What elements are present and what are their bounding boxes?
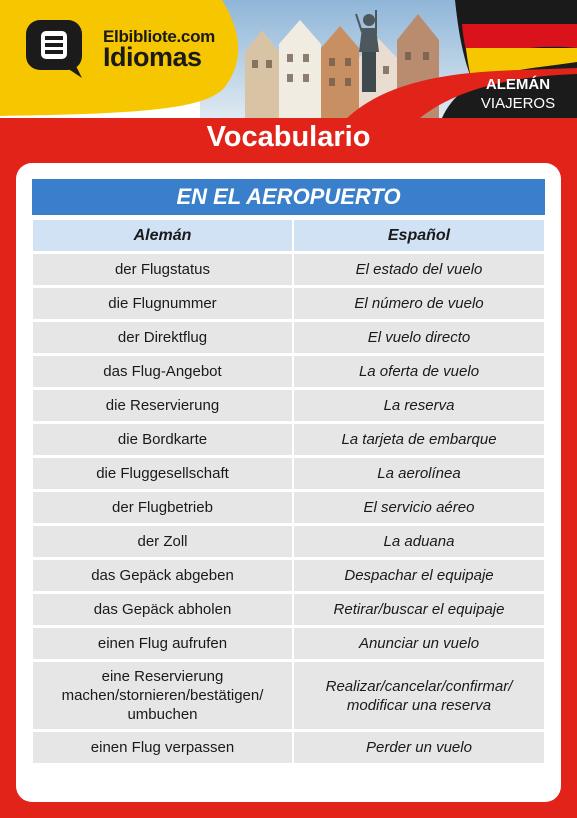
spanish-term: La aerolínea (294, 458, 544, 489)
table-row (33, 390, 544, 421)
german-term: der Direktflug (33, 322, 292, 353)
german-term: der Flugbetrieb (33, 492, 292, 523)
table-row (33, 526, 544, 557)
german-term: der Flugstatus (33, 254, 292, 285)
table-row (33, 662, 544, 729)
table-row (33, 560, 544, 591)
brand-name: Idiomas (103, 42, 202, 72)
german-term: eine Reservierung machen/stornieren/bestätigen/ umbuchen (33, 662, 292, 729)
header (0, 0, 577, 118)
table-row (33, 322, 544, 353)
table-header-row (33, 220, 544, 251)
table-row (33, 628, 544, 659)
table-row (33, 458, 544, 489)
german-term: die Fluggesellschaft (33, 458, 292, 489)
german-term: die Reservierung (33, 390, 292, 421)
spanish-term: Retirar/buscar el equipaje (294, 594, 544, 625)
table-row (33, 492, 544, 523)
german-term: die Flugnummer (33, 288, 292, 319)
german-term: das Gepäck abgeben (33, 560, 292, 591)
spanish-term: La aduana (294, 526, 544, 557)
table-row (33, 594, 544, 625)
table-row (33, 424, 544, 455)
column-header-german: Alemán (33, 220, 292, 251)
german-term: das Flug-Angebot (33, 356, 292, 387)
german-term: einen Flug aufrufen (33, 628, 292, 659)
badge-language: ALEMÁN (485, 76, 551, 93)
column-header-spanish: Español (294, 220, 544, 251)
spanish-term: El servicio aéreo (294, 492, 544, 523)
table-title: EN EL AEROPUERTO (32, 179, 545, 215)
badge-audience: VIAJEROS (480, 95, 556, 112)
spanish-term: La reserva (294, 390, 544, 421)
table-row (33, 254, 544, 285)
spanish-term: La tarjeta de embarque (294, 424, 544, 455)
spanish-term: Despachar el equipaje (294, 560, 544, 591)
vocabulary-table (31, 217, 546, 766)
spanish-term: El vuelo directo (294, 322, 544, 353)
spanish-term: El número de vuelo (294, 288, 544, 319)
table-row (33, 356, 544, 387)
table-row (33, 732, 544, 763)
spanish-term: Realizar/cancelar/confirmar/ modificar una reserva (294, 662, 544, 729)
brand-site: Elbibliote.com (103, 27, 215, 46)
table-row (33, 288, 544, 319)
spanish-term: La oferta de vuelo (294, 356, 544, 387)
section-title: Vocabulario (206, 121, 371, 153)
spanish-term: El estado del vuelo (294, 254, 544, 285)
spanish-term: Perder un vuelo (294, 732, 544, 763)
german-term: der Zoll (33, 526, 292, 557)
german-term: einen Flug verpassen (33, 732, 292, 763)
german-term: das Gepäck abholen (33, 594, 292, 625)
german-term: die Bordkarte (33, 424, 292, 455)
spanish-term: Anunciar un vuelo (294, 628, 544, 659)
